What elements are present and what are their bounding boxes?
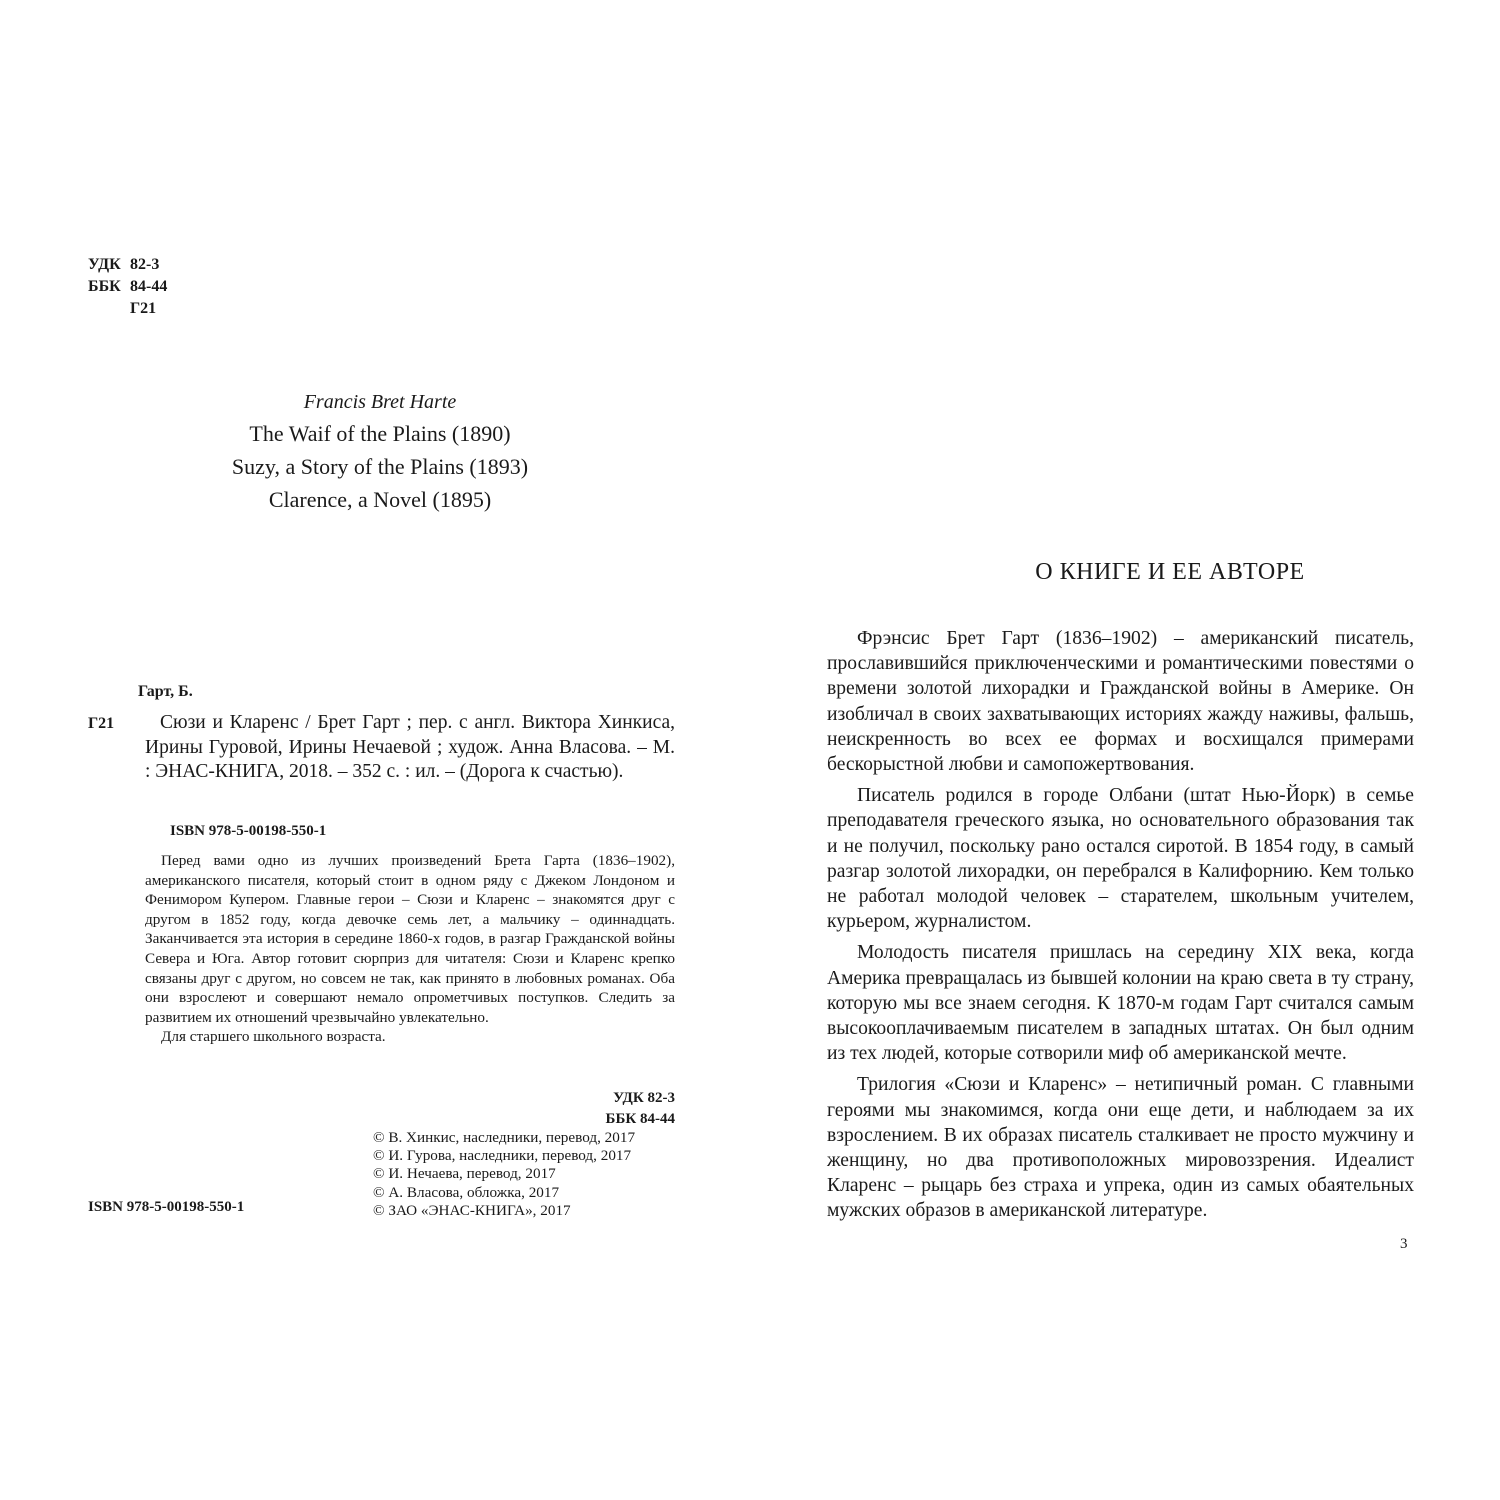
original-title-3: Clarence, a Novel (1895)	[268, 487, 492, 512]
card-indexes	[606, 1088, 675, 1130]
isbn-bottom: ISBN 978-5-00198-550-1	[88, 1199, 245, 1215]
card-description: Сюзи и Кларенс / Брет Гарт ; пер. с англ. Виктора Хинкиса, Ирины Гуровой, Ирины Нечаевой ; худож. Анна Власова. – М. : ЭНАС-КНИГА, 2018. – 352 с. : ил. – (Дорога к счастью).	[145, 712, 675, 782]
udk-classification: УДК 82-3	[88, 256, 160, 273]
card-udk: УДК 82-3	[613, 1090, 675, 1106]
copyright-list	[373, 1129, 635, 1220]
card-isbn: ISBN 978-5-00198-550-1	[170, 823, 327, 839]
copyright-line: © И. Нечаева, перевод, 2017	[373, 1165, 556, 1183]
annotation-text: Перед вами одно из лучших произведений Брета Гарта (1836–1902), американского писателя, который стоит в одном ряду с Джеком Лондоном и Фенимором Купером. Главные герои – Сюзи и Кларенс – знакомятся друг с другом в 1852 году, когда девочке семь лет, а мальчику – одиннадцать. Заканчивается эта история в середине 1860-х годов, в разгар Гражданской войны Севера и Юга. Автор готовит сюрприз для читателя: Сюзи и Кларенс крепко связаны друг с другом, но совсем не так, как принято в любовных романах. Оба они взрослеют и совершают немало опрометчивых поступков. Следить за развитием их отношений чрезвычайно увлекательно.	[145, 852, 675, 1026]
copyright-line: © В. Хинкис, наследники, перевод, 2017	[373, 1129, 636, 1146]
paragraph: Фрэнсис Брет Гарт (1836–1902) – американский писатель, прославившийся приключенческими и романтическими повестями о времени золотой лихорадки и Гражданской войны в Америке. Он изобличал в своих захватывающих историях жажду наживы, фальшь, неискренность во всех ее формах и восхищался примерами бескорыстной любви и самопожертвования.	[827, 628, 1414, 776]
paragraph: Писатель родился в городе Олбани (штат Нью-Йорк) в семье преподавателя греческого языка, но основательного образования так и не получил, поскольку рано остался сиротой. В 1854 году, в самый разгар золотой лихорадки, он перебрался в Калифорнию. Кем только не работал молодой человек – старателем, школьным учителем, курьером, журналистом.	[827, 785, 1414, 933]
card-author: Гарт, Б.	[138, 683, 193, 700]
copyright-line: © ЗАО «ЭНАС-КНИГА», 2017	[373, 1201, 571, 1219]
author-sign: Г21	[130, 300, 157, 317]
copyright-line: © И. Гурова, наследники, перевод, 2017	[373, 1147, 632, 1165]
chapter-body	[827, 626, 1414, 1230]
original-title-2: Suzy, a Story of the Plains (1893)	[231, 454, 529, 479]
age-note: Для старшего школьного возраста.	[161, 1028, 386, 1046]
right-page	[750, 0, 1500, 1500]
bbk-classification: ББК 84-44	[88, 278, 168, 295]
original-author: Francis Bret Harte	[303, 391, 457, 413]
chapter-heading: О КНИГЕ И ЕЕ АВТОРЕ	[1035, 559, 1305, 585]
paragraph: Трилогия «Сюзи и Кларенс» – нетипичный роман. С главными героями мы знакомимся, когда они еще дети, и наблюдаем за их взрослением. В их образах писатель сталкивает не просто мужчину и женщину, но два противоположных мировоззрения. Идеалист Кларенс – рыцарь без страха и упрека, один из самых обаятельных мужских образов в американской литературе.	[827, 1074, 1414, 1222]
original-title-1: The Waif of the Plains (1890)	[249, 421, 511, 446]
original-titles	[150, 387, 610, 516]
page-number: 3	[1400, 1236, 1408, 1252]
card-code: Г21	[88, 715, 115, 732]
card-annotation	[145, 851, 675, 1047]
copyright-line: © А. Власова, обложка, 2017	[373, 1183, 560, 1201]
paragraph: Молодость писателя пришлась на середину XIX века, когда Америка превращалась из бывшей колонии на краю света в ту страну, которую мы все знаем сегодня. К 1870-м годам Гарт считался самым высокооплачиваемым писателем в западных штатах. Он был одним из тех людей, которые сотворили миф об американской мечте.	[827, 942, 1414, 1065]
card-bbk: ББК 84-44	[605, 1111, 675, 1127]
